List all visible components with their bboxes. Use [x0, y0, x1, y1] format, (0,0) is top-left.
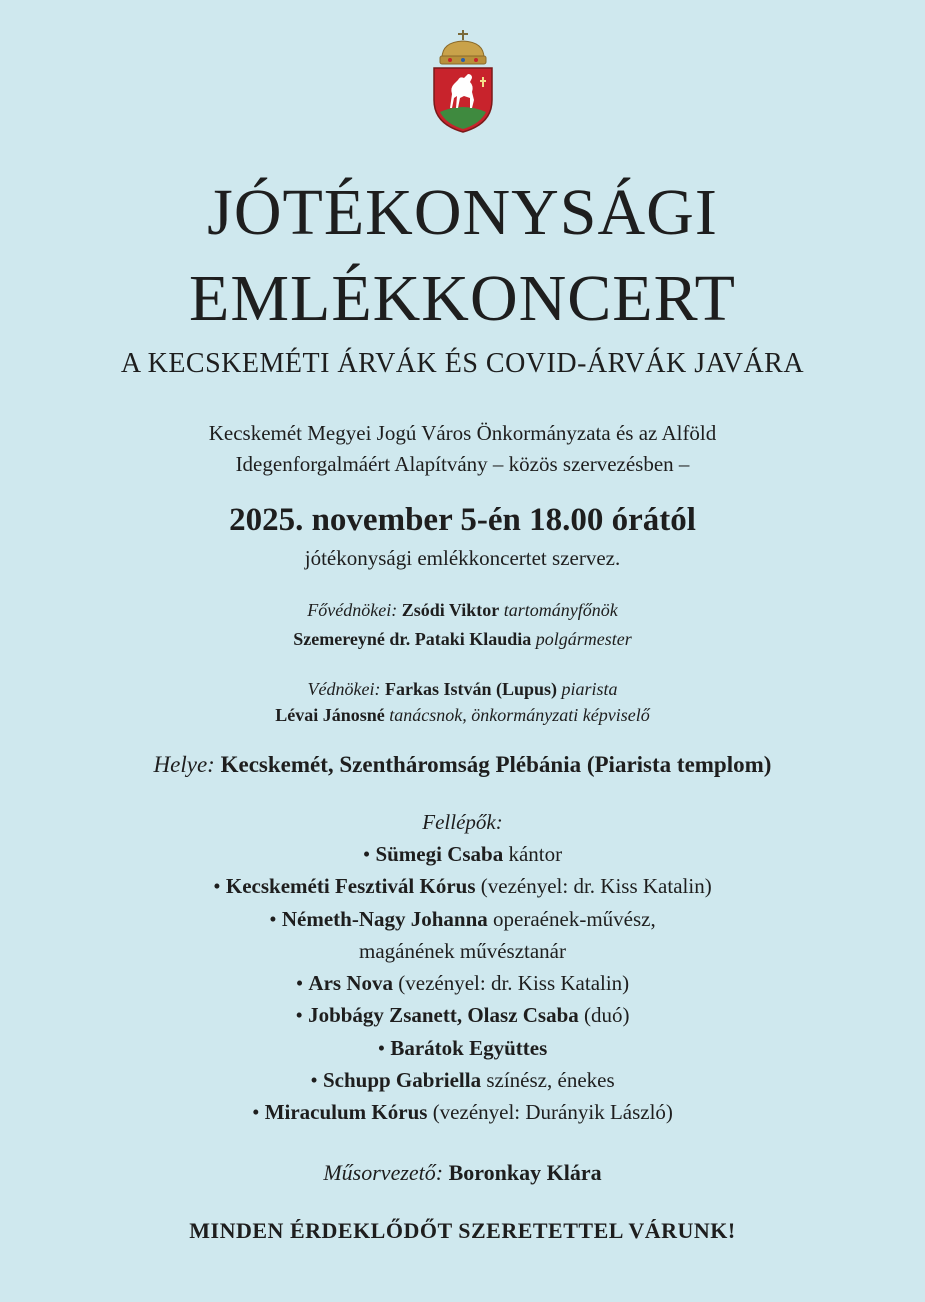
- performers-list: [0, 838, 925, 1129]
- main-patron-name: Szemereyné dr. Pataki Klaudia: [293, 629, 532, 649]
- performer-detail: (duó): [578, 1003, 630, 1028]
- title-line-2: EMLÉKKONCERT: [189, 262, 736, 335]
- event-date: 2025. november 5-én 18.00 órától: [229, 502, 696, 538]
- performer-name: Jobbágy Zsanett, Olasz Csaba: [308, 1003, 579, 1028]
- performer-name: Németh-Nagy Johanna: [281, 906, 488, 931]
- host-name: Boronkay Klára: [448, 1160, 602, 1185]
- list-item: [0, 870, 925, 902]
- venue-label: Helye:: [153, 752, 215, 777]
- patron-name: Farkas István (Lupus): [384, 679, 557, 699]
- title-line-1: JÓTÉKONYSÁGI: [207, 176, 718, 249]
- list-item: [0, 1096, 925, 1128]
- performer-name: Miraculum Kórus: [264, 1100, 428, 1125]
- venue-value: Kecskemét, Szentháromság Plébánia (Piarista templom): [220, 752, 772, 777]
- performer-detail: operaének-művész,: [487, 906, 656, 931]
- organizers-line-1: Kecskemét Megyei Jogú Város Önkormányzata és az Alföld: [208, 421, 717, 445]
- bullet: •: [252, 1100, 260, 1125]
- bullet: •: [269, 906, 277, 931]
- list-item: [0, 1064, 925, 1096]
- performer-name: Schupp Gabriella: [322, 1068, 482, 1093]
- performer-name: Barátok Együttes: [390, 1035, 548, 1060]
- performers-label: Fellépők:: [422, 810, 503, 834]
- list-item: [0, 967, 925, 999]
- performer-detail: (vezényel: dr. Kiss Katalin): [475, 874, 712, 899]
- list-item: [0, 903, 925, 935]
- performer-detail: (vezényel: Durányik László): [427, 1100, 673, 1125]
- host-label: Műsorvezető:: [323, 1160, 444, 1185]
- venue: [0, 752, 925, 778]
- performer-name: Sümegi Csaba: [375, 842, 504, 866]
- bullet: •: [295, 971, 304, 996]
- main-patron-line-2: [0, 629, 925, 650]
- subtitle: A KECSKEMÉTI ÁRVÁK ÉS COVID-ÁRVÁK JAVÁRA: [120, 348, 805, 379]
- main-patron-name: Zsódi Viktor: [401, 600, 500, 620]
- organizers: [0, 418, 925, 480]
- patron-role: piarista: [561, 679, 618, 699]
- bullet: •: [310, 1068, 318, 1093]
- patron-line-1: [0, 679, 925, 700]
- main-patron-line-1: [0, 600, 925, 621]
- event-date-subtitle: jótékonysági emlékkoncertet szervez.: [304, 546, 621, 570]
- list-item: [0, 1032, 925, 1064]
- performer-detail: (vezényel: dr. Kiss Katalin): [393, 971, 630, 996]
- patron-name: Lévai Jánosné: [275, 705, 385, 725]
- main-patron-role: polgármester: [535, 629, 632, 649]
- bullet: •: [213, 874, 221, 899]
- host: [0, 1160, 925, 1186]
- list-item-continuation: magánének művésztanár: [359, 938, 566, 963]
- bullet: •: [295, 1003, 303, 1028]
- main-patron-role: tartományfőnök: [503, 600, 618, 620]
- patron-line-2: [0, 705, 925, 726]
- footer-invitation: MINDEN ÉRDEKLŐDŐT SZERETETTEL VÁRUNK!: [189, 1218, 736, 1243]
- patrons-label: Védnökei:: [307, 679, 381, 699]
- main-patrons-label: Fővédnökei:: [307, 600, 398, 620]
- patron-role: tanácsnok, önkormányzati képviselő: [389, 705, 650, 725]
- bullet: •: [377, 1035, 386, 1060]
- performer-detail: kántor: [503, 842, 563, 866]
- list-item: [0, 999, 925, 1031]
- bullet: •: [362, 842, 371, 866]
- organizers-line-2: Idegenforgalmáért Alapítvány – közös szervezésben –: [235, 452, 690, 476]
- performer-detail: színész, énekes: [481, 1068, 615, 1093]
- kecskemet-coat-of-arms-icon: [428, 28, 498, 134]
- performer-name: Kecskeméti Fesztivál Kórus: [225, 874, 476, 899]
- list-item: [0, 838, 925, 870]
- performer-name: Ars Nova: [308, 971, 393, 996]
